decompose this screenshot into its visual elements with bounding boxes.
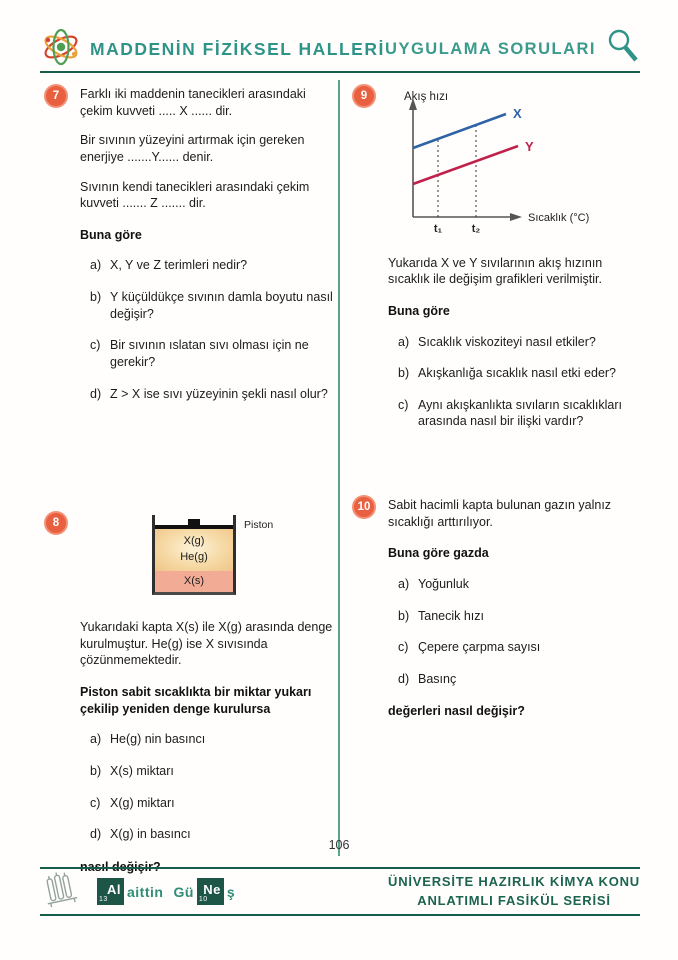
vessel-container xyxy=(152,515,236,595)
author-name-part: aittin xyxy=(127,883,164,900)
series-title-line: ANLATIMLI FASİKÜL SERİSİ xyxy=(417,892,611,908)
question-10-closing: değerleri nasıl değişir? xyxy=(388,704,525,719)
option-text: Tanecik hızı xyxy=(418,608,485,623)
question-7-badge: 7 xyxy=(44,84,68,108)
footer-rule-bottom xyxy=(40,914,640,916)
question-10-option-c xyxy=(398,639,640,656)
piston-label: Piston xyxy=(244,519,274,532)
question-8-prompt: Piston sabit sıcaklıkta bir miktar yukarı çekilip yeniden denge kurulursa xyxy=(80,685,312,716)
x-tick-t2: t₂ xyxy=(471,223,481,235)
option-label: c) xyxy=(398,397,409,412)
option-text: He(g) nin basıncı xyxy=(110,732,206,747)
option-text: Yoğunluk xyxy=(418,576,469,591)
element-symbol: Ne xyxy=(203,882,221,897)
question-8-badge: 8 xyxy=(44,511,68,535)
option-label: d) xyxy=(398,671,410,686)
question-7-option-d xyxy=(90,386,336,403)
element-box-ne xyxy=(197,878,224,905)
right-column xyxy=(352,86,640,720)
magnifier-icon xyxy=(606,29,640,70)
question-10-option-a xyxy=(398,576,640,593)
option-label: a) xyxy=(398,576,410,591)
option-label: a) xyxy=(90,258,102,273)
element-number: 13 xyxy=(99,896,108,903)
author-name-part: Gü xyxy=(173,883,194,900)
question-7-paragraph: Sıvının kendi tanecikleri arasındaki çekim kuvveti ....... Z ....... dir. xyxy=(80,179,310,211)
question-9-badge: 9 xyxy=(352,84,376,108)
option-label: d) xyxy=(90,827,102,842)
series-title-line: ÜNİVERSİTE HAZIRLIK KİMYA KONU xyxy=(388,873,640,889)
option-text: Sıcaklık viskoziteyi nasıl etkiler? xyxy=(418,334,596,349)
question-10-option-d xyxy=(398,671,640,688)
question-10-prompt: Buna göre gazda xyxy=(388,546,489,561)
author-name-part: ş xyxy=(226,883,236,900)
option-text: Aynı akışkanlıkta sıvıların sıcaklıkları arasında nasıl bir ilişki vardır? xyxy=(418,397,623,429)
option-text: X(s) miktarı xyxy=(110,763,174,778)
element-symbol: Al xyxy=(107,882,121,897)
question-7 xyxy=(44,86,336,417)
question-9 xyxy=(352,86,640,445)
question-10 xyxy=(352,497,640,720)
question-8 xyxy=(44,513,336,875)
option-text: Y küçüldükçe sıvının damla boyutu nasıl değişir? xyxy=(110,290,333,321)
option-label: a) xyxy=(398,334,410,349)
question-7-option-b xyxy=(90,289,336,322)
question-7-option-a xyxy=(90,257,336,274)
test-tubes-icon xyxy=(40,869,80,914)
gas-label: He(g) xyxy=(180,551,208,564)
piston-diagram xyxy=(80,513,336,605)
footer xyxy=(40,869,640,914)
option-label: c) xyxy=(398,640,409,655)
gas-region xyxy=(155,529,233,571)
x-axis-arrow xyxy=(510,213,522,221)
option-label: b) xyxy=(90,290,102,304)
flow-rate-chart xyxy=(388,88,642,245)
question-9-option-a xyxy=(398,334,642,351)
question-7-paragraph: Farklı iki maddenin tanecikleri arasındaki çekim kuvveti ..... X ...... dir. xyxy=(80,87,306,118)
page-header xyxy=(40,28,640,70)
question-8-option-c xyxy=(90,795,336,812)
series-x-label: X xyxy=(513,106,522,121)
question-9-paragraph: Yukarıda X ve Y sıvılarının akış hızının sıcaklık ile değişim grafikleri verilmiştir. xyxy=(388,255,603,287)
y-axis-label: Akış hızı xyxy=(404,91,449,103)
option-text: X(g) miktarı xyxy=(110,795,175,810)
option-text: Akışkanlığa sıcaklık nasıl etki eder? xyxy=(418,366,617,381)
question-10-badge: 10 xyxy=(352,495,376,519)
question-7-paragraph: Bir sıvının yüzeyini artırmak için gereken enerjiye .......Y...... denir. xyxy=(80,133,305,164)
publisher-logo xyxy=(40,869,235,914)
option-text: X, Y ve Z terimleri nedir? xyxy=(110,258,248,273)
option-text: Bir sıvının ıslatan sıvı olması için ne gerekir? xyxy=(110,338,309,369)
gas-label: X(g) xyxy=(183,535,205,548)
left-column xyxy=(44,86,336,875)
question-10-option-b xyxy=(398,608,640,625)
series-title xyxy=(388,873,640,911)
question-7-option-c xyxy=(90,337,336,370)
page-subtitle: UYGULAMA SORULARI xyxy=(385,39,596,58)
question-9-option-c xyxy=(398,397,642,430)
question-10-paragraph: Sabit hacimli kapta bulunan gazın yalnız sıcaklığı arttırılıyor. xyxy=(388,498,612,529)
element-number: 10 xyxy=(198,896,208,903)
option-text: Çepere çarpma sayısı xyxy=(418,640,541,655)
element-box-al xyxy=(97,878,124,905)
atom-icon xyxy=(40,27,82,72)
question-7-prompt: Buna göre xyxy=(80,227,142,242)
question-8-option-b xyxy=(90,763,336,780)
header-rule xyxy=(40,71,640,73)
option-label: a) xyxy=(90,732,102,747)
x-axis-label: Sıcaklık (°C) xyxy=(528,212,590,224)
option-label: c) xyxy=(90,795,101,810)
option-label: d) xyxy=(90,386,102,401)
author-name xyxy=(94,878,235,905)
series-x-line xyxy=(413,114,506,148)
option-label: b) xyxy=(398,366,410,381)
column-divider xyxy=(338,80,340,856)
page-number: 106 xyxy=(328,838,350,852)
solid-label: X(s) xyxy=(183,575,205,588)
x-tick-t1: t₁ xyxy=(433,223,443,235)
option-text: Z > X ise sıvı yüzeyinin şekli nasıl olur? xyxy=(110,386,328,401)
question-9-option-b xyxy=(398,365,642,382)
option-label: b) xyxy=(90,763,102,778)
page-title: MADDENİN FİZİKSEL HALLERİ xyxy=(90,38,385,59)
option-text: X(g) in basıncı xyxy=(110,827,191,842)
series-y-line xyxy=(413,146,518,184)
solid-region xyxy=(155,571,233,592)
option-text: Basınç xyxy=(418,671,457,686)
question-8-paragraph: Yukarıdaki kapta X(s) ile X(g) arasında denge kurulmuştur. He(g) ise X sıvısında çözünmemektedir. xyxy=(80,620,333,668)
series-y-label: Y xyxy=(525,139,534,154)
question-9-prompt: Buna göre xyxy=(388,303,450,318)
option-label: b) xyxy=(398,608,410,623)
question-8-option-a xyxy=(90,731,336,748)
option-label: c) xyxy=(90,338,101,353)
